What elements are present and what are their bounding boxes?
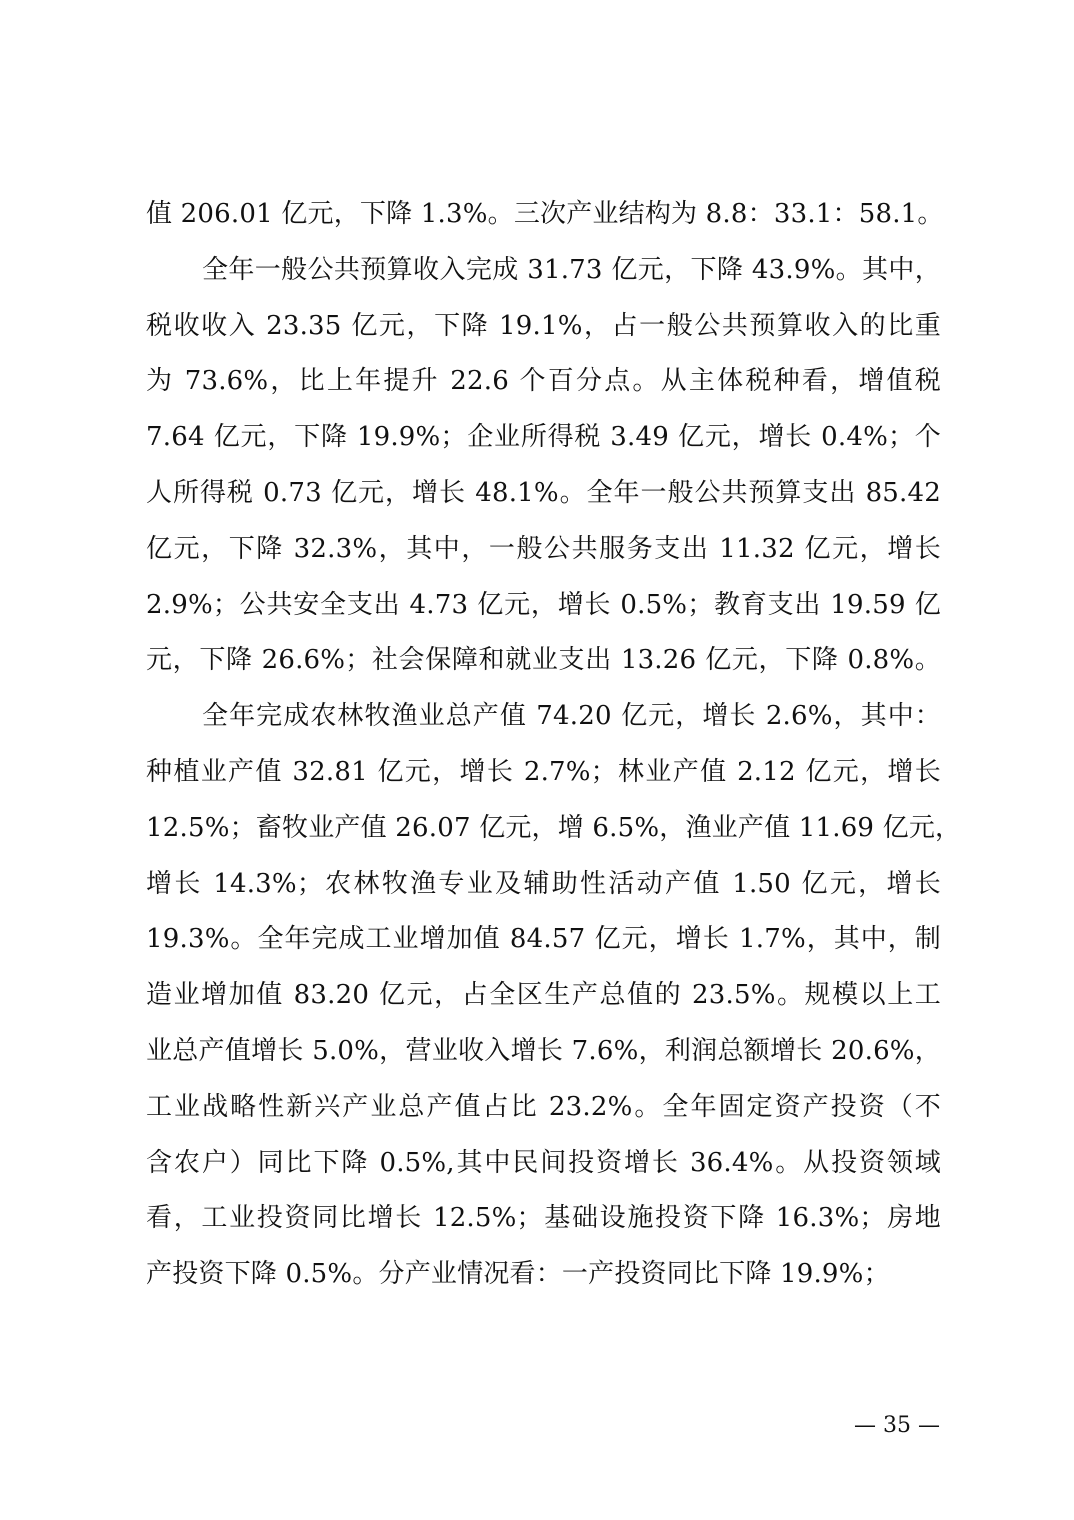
text-line: 全年完成农林牧渔业总产值 74.20 亿元，增长 2.6%，其中： xyxy=(202,701,941,732)
text-line: 人所得税 0.73 亿元，增长 48.1%。全年一般公共预算支出 85.42 xyxy=(146,477,941,508)
text-line: 看，工业投资同比增长 12.5%；基础设施投资下降 16.3%；房地 xyxy=(146,1203,941,1234)
text-line: 产投资下降 0.5%。分产业情况看：一产投资同比下降 19.9%； xyxy=(146,1259,890,1290)
text-line: 19.3%。全年完成工业增加值 84.57 亿元，增长 1.7%，其中，制 xyxy=(146,924,941,955)
text-line: 为 73.6%，比上年提升 22.6 个百分点。从主体税种看，增值税 xyxy=(146,366,941,397)
text-line: 亿元，下降 32.3%，其中，一般公共服务支出 11.32 亿元，增长 xyxy=(146,533,941,564)
text-line: 全年一般公共预算收入完成 31.73 亿元，下降 43.9%。其中， xyxy=(202,254,941,285)
text-line: 7.64 亿元，下降 19.9%；企业所得税 3.49 亿元，增长 0.4%；个 xyxy=(146,422,941,453)
text-line: 元，下降 26.6%；社会保障和就业支出 13.26 亿元，下降 0.8%。 xyxy=(146,645,941,676)
text-line: 工业战略性新兴产业总产值占比 23.2%。全年固定资产投资（不 xyxy=(146,1091,941,1122)
body-text xyxy=(146,187,962,1303)
page-number: — 35 — xyxy=(854,1413,940,1438)
text-line: 业总产值增长 5.0%，营业收入增长 7.6%，利润总额增长 20.6%， xyxy=(146,1035,941,1066)
text-line: 值 206.01 亿元，下降 1.3%。三次产业结构为 8.8：33.1：58.1。 xyxy=(146,199,944,229)
text-line: 含农户）同比下降 0.5%,其中民间投资增长 36.4%。从投资领域 xyxy=(146,1147,941,1178)
text-line: 税收收入 23.35 亿元，下降 19.1%，占一般公共预算收入的比重 xyxy=(146,310,941,341)
text-line: 造业增加值 83.20 亿元，占全区生产总值的 23.5%。规模以上工 xyxy=(146,980,941,1011)
text-line: 12.5%；畜牧业产值 26.07 亿元，增 6.5%，渔业产值 11.69 亿元， xyxy=(146,812,962,843)
text-line: 种植业产值 32.81 亿元，增长 2.7%；林业产值 2.12 亿元，增长 xyxy=(146,756,941,787)
text-line: 2.9%；公共安全支出 4.73 亿元，增长 0.5%；教育支出 19.59 亿 xyxy=(146,589,941,620)
text-line: 增长 14.3%；农林牧渔专业及辅助性活动产值 1.50 亿元，增长 xyxy=(146,868,941,899)
